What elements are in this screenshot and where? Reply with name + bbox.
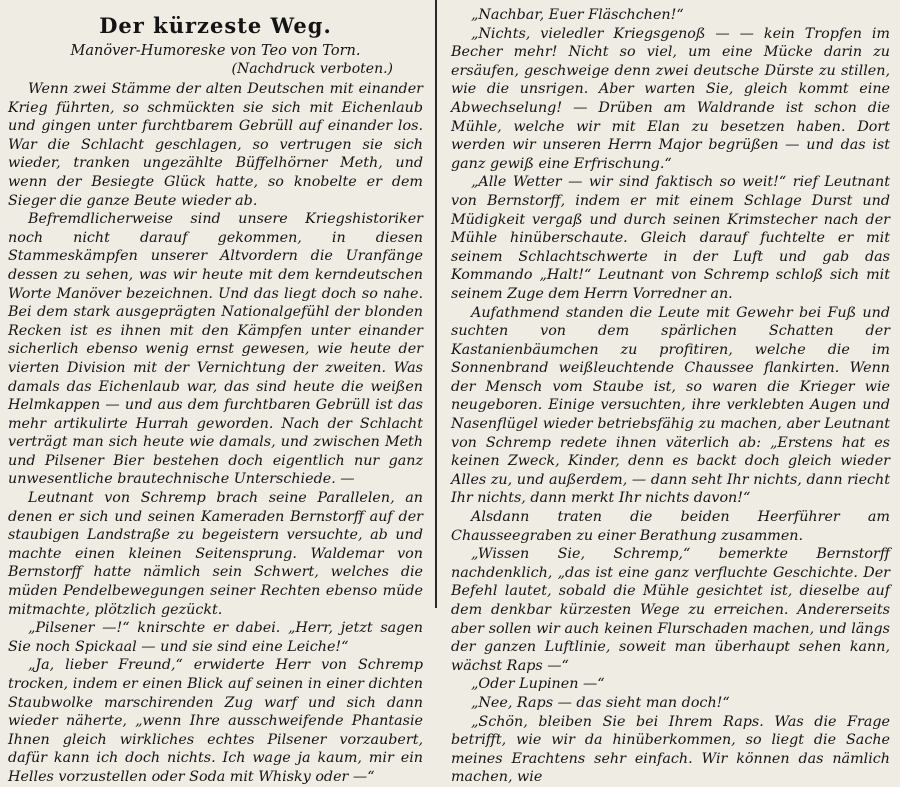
paragraph: „Nachbar, Euer Fläschchen!“ <box>471 7 684 23</box>
left-column <box>0 0 433 785</box>
paragraph: „Pilsener —!“ knirschte er dabei. „Herr, jetzt sagen Sie noch Spickaal — und sie sind eine Leiche!“ <box>8 620 423 655</box>
article-subtitle: Manöver-Humoreske von Teo von Torn. <box>70 43 361 59</box>
paragraph: „Oder Lupinen —“ <box>471 676 605 693</box>
paragraph: „Alle Wetter — wir sind faktisch so weit!“ rief Leutnant von Bernstorff, indem er mit einem Schlage Durst und Müdigkeit vergaß und durch seinen Krimstecher nach der Mühle hinüberschaute. Gleich darauf fuchtelte er mit seinem Schlachtschwerte in der Luft und gab das Kommando „Halt!“ Leutnant von Schremp schloß sich mit seinem Zuge dem Herrn Vorredner an. <box>451 174 890 302</box>
right-column <box>443 0 900 786</box>
paragraph: „Nichts, vieledler Kriegsgenoß — — kein Tropfen im Becher mehr! Nicht so viel, um eine Mücke darin zu ersäufen, geschweige denn zwei deutsche Dürste zu stillen, wie die unsrigen. Aber warten Sie, gleich kommt eine Abwechselung! — Drüben am Waldrande ist schon die Mühle, welche wir mit Elan zu besetzen haben. Dort werden wir unseren Herrn Major begrüßen — und das ist ganz gewiß eine Erfrischung.“ <box>451 25 890 172</box>
paragraph: Aufathmend standen die Leute mit Gewehr bei Fuß und suchten von dem spärlichen Schatten der Kastanienbäumchen zu profitiren, welche die im Sonnenbrand weißleuchtende Chaussee flankirten. Wenn der Mensch vom Staube ist, so waren die Krieger wie neugeboren. Einige versuchten, ihre verklebten Augen und Nasenflügel wieder betriebsfähig zu machen, aber Leutnant von Schremp redete ihnen väterlich ab: „Erstens hat es keinen Zweck, Kinder, denn es backt doch gleich wieder Alles zu, und außerdem, — dann seht Ihr nichts, dann riecht Ihr nichts, dann merkt Ihr nichts davon!“ <box>451 304 890 507</box>
paragraph: Wenn zwei Stämme der alten Deutschen mit einander Krieg führten, so schmückten sie sich mit Eichenlaub und gingen unter furchtbarem Gebrüll auf einander los. War die Schlacht geschlagen, so vertrugen sie sich wieder, tranken ungezählte Büffelhörner Meth, und wenn der Besiegte Glück hatte, so knobelte er dem Sieger die ganze Beute wieder ab. <box>8 81 423 209</box>
paragraph: „Nee, Raps — das sieht man doch!“ <box>471 694 730 711</box>
paragraph: „Ja, lieber Freund,“ erwiderte Herr von Schremp trocken, indem er einen Blick auf seinen in einer dichten Staubwolke marschirenden Zug warf und sich dann wieder näherte, „wenn Ihre ausschweifende Phantasie Ihnen gleich wirkliches echtes Pilsener vorzaubert, dafür kann ich doch nichts. Ich wage ja kaum, mir ein Helles vorzustellen oder Soda mit Whisky oder —“ <box>8 657 423 785</box>
paragraph: „Wissen Sie, Schremp,“ bemerkte Bernstorff nachdenklich, „das ist eine ganz verfluchte Geschichte. Der Befehl lautet, sobald die Mühle gesichtet ist, dieselbe auf dem denkbar kürzesten Wege zu erreichen. Andererseits aber sollen wir auch keinen Flurschaden machen, und längs der ganzen Luftlinie, soweit man überhaupt sehen kann, wächst Raps —“ <box>451 546 890 674</box>
article-title: Der kürzeste Weg. <box>99 13 332 38</box>
paragraph: Alsdann traten die beiden Heerführer am Chausseegraben zu einer Berathung zusammen. <box>451 509 890 544</box>
paragraph: Leutnant von Schremp brach seine Parallelen, an denen er sich und seinen Kameraden Bernstorff auf der staubigen Landstraße zu begeistern versuchte, ab und machte einen kleinen Seitensprung. Waldemar von Bernstorff hatte nämlich sein Schwert, welches die müden Pendelbewegungen seiner Rechten ebenso müde mitmachte, plötzlich gezückt. <box>8 490 423 618</box>
paragraph: Befremdlicherweise sind unsere Kriegshistoriker noch nicht darauf gekommen, in diesen Stammeskämpfen unserer Altvordern die Uranfänge dessen zu sehen, was wir heute mit dem kerndeutschen Worte Manöver bezeichnen. Und das liegt doch so nahe. Bei dem stark ausgeprägten Nationalgefühl der blonden Recken ist es ihnen mit den Kämpfen unter einander sicherlich ebenso wenig ernst gewesen, wie heute der vierten Division mit der Vernichtung der zweiten. Was damals das Eichenlaub war, das sind heute die weißen Helmkappen — und aus dem furchtbaren Gebrüll ist das mehr artikulirte Hurrah geworden. Nach der Schlacht verträgt man sich heute wie damals, und zwischen Meth und Pilsener Bier bestehen doch eigentlich nur ganz unwesentliche brautechnische Unterschiede. — <box>8 211 423 488</box>
paragraph: „Schön, bleiben Sie bei Ihrem Raps. Was die Frage betrifft, wie wir da hinüberkommen, so liegt die Sache meines Erachtens sehr einfach. Wir können das nämlich machen, wie <box>451 713 890 786</box>
column-divider <box>435 0 437 608</box>
reprint-notice: (Nachdruck verboten.) <box>231 61 393 77</box>
